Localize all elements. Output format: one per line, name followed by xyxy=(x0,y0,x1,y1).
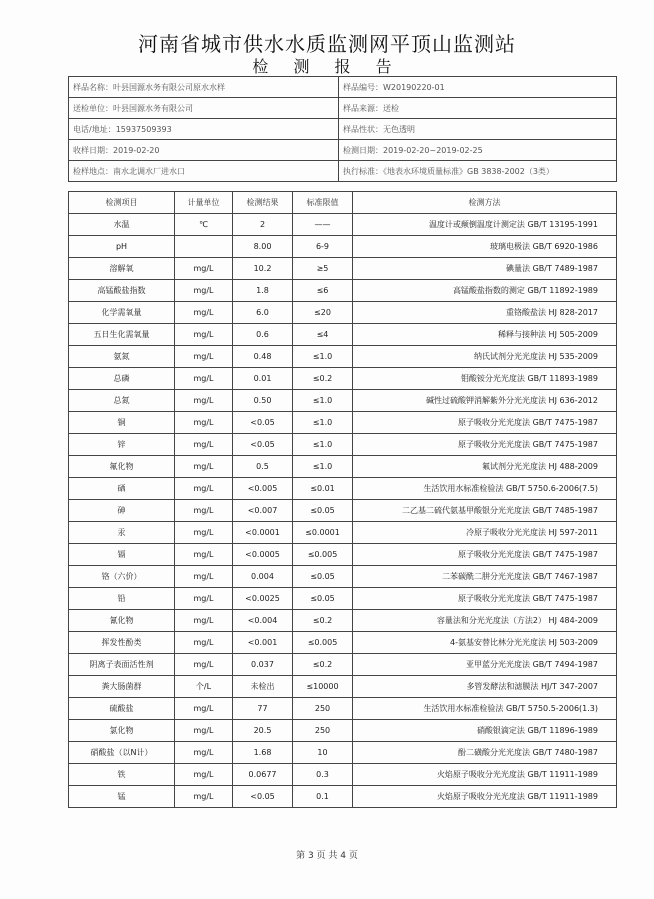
limit-cell: ≥5 xyxy=(293,258,353,280)
table-row xyxy=(69,698,617,720)
unit-cell: mg/L xyxy=(175,478,233,500)
limit-cell: ≤1.0 xyxy=(293,390,353,412)
method-cell: 多管发酵法和滤膜法 HJ/T 347-2007 xyxy=(353,676,617,698)
result-cell: <0.05 xyxy=(233,434,293,456)
limit-cell: ≤0.05 xyxy=(293,500,353,522)
item-cell: 硝酸盐（以N计） xyxy=(69,742,175,764)
result-cell: 77 xyxy=(233,698,293,720)
limit-cell: ≤0.05 xyxy=(293,588,353,610)
table-row xyxy=(69,280,617,302)
unit-cell: 个/L xyxy=(175,676,233,698)
table-row xyxy=(69,456,617,478)
item-cell: 锰 xyxy=(69,786,175,808)
method-cell: 原子吸收分光光度法 GB/T 7475-1987 xyxy=(353,412,617,434)
method-cell: 碘量法 GB/T 7489-1987 xyxy=(353,258,617,280)
result-cell: <0.0005 xyxy=(233,544,293,566)
item-cell: 化学需氧量 xyxy=(69,302,175,324)
limit-cell: ≤20 xyxy=(293,302,353,324)
item-cell: 铜 xyxy=(69,412,175,434)
result-cell: <0.005 xyxy=(233,478,293,500)
report-subtitle: 检 测 报 告 xyxy=(252,57,402,76)
phone-cell: 电话/地址：15937509393 xyxy=(69,119,339,140)
item-cell: 粪大肠菌群 xyxy=(69,676,175,698)
limit-cell: 0.1 xyxy=(293,786,353,808)
unit-cell: mg/L xyxy=(175,588,233,610)
result-cell: 2 xyxy=(233,214,293,236)
limit-cell: ≤0.2 xyxy=(293,368,353,390)
item-cell: 氯化物 xyxy=(69,720,175,742)
unit-cell: mg/L xyxy=(175,522,233,544)
item-cell: 五日生化需氧量 xyxy=(69,324,175,346)
unit-cell: mg/L xyxy=(175,654,233,676)
client-cell: 送检单位：叶县国源水务有限公司 xyxy=(69,98,339,119)
received-date-cell: 收样日期：2019-02-20 xyxy=(69,140,339,161)
unit-cell: mg/L xyxy=(175,434,233,456)
unit-cell: mg/L xyxy=(175,764,233,786)
table-row xyxy=(69,742,617,764)
result-cell: <0.004 xyxy=(233,610,293,632)
result-cell: <0.007 xyxy=(233,500,293,522)
result-cell: 未检出 xyxy=(233,676,293,698)
item-cell: 砷 xyxy=(69,500,175,522)
item-cell: 氨氮 xyxy=(69,346,175,368)
unit-cell: mg/L xyxy=(175,742,233,764)
sample-id-cell: 样品编号：W20190220-01 xyxy=(339,77,617,98)
table-row xyxy=(69,324,617,346)
item-cell: 硒 xyxy=(69,478,175,500)
results-body xyxy=(69,214,617,808)
limit-cell: ≤1.0 xyxy=(293,434,353,456)
method-cell: 玻璃电极法 GB/T 6920-1986 xyxy=(353,236,617,258)
table-row xyxy=(69,368,617,390)
item-cell: 总磷 xyxy=(69,368,175,390)
method-cell: 火焰原子吸收分光光度法 GB/T 11911-1989 xyxy=(353,764,617,786)
sample-name-cell: 样品名称：叶县国源水务有限公司原水水样 xyxy=(69,77,339,98)
table-row xyxy=(69,434,617,456)
col-header-unit: 计量单位 xyxy=(175,192,233,214)
method-cell: 4-氨基安替比林分光光度法 HJ 503-2009 xyxy=(353,632,617,654)
table-row xyxy=(69,302,617,324)
table-row xyxy=(69,544,617,566)
unit-cell: mg/L xyxy=(175,786,233,808)
limit-cell: ≤0.005 xyxy=(293,632,353,654)
unit-cell: mg/L xyxy=(175,610,233,632)
table-row xyxy=(69,412,617,434)
item-cell: 汞 xyxy=(69,522,175,544)
limit-cell: ≤0.005 xyxy=(293,544,353,566)
unit-cell: mg/L xyxy=(175,258,233,280)
item-cell: 总氮 xyxy=(69,390,175,412)
col-header-method: 检测方法 xyxy=(353,192,617,214)
limit-cell: ≤4 xyxy=(293,324,353,346)
item-cell: 铅 xyxy=(69,588,175,610)
result-cell: 0.48 xyxy=(233,346,293,368)
method-cell: 生活饮用水标准检验法 GB/T 5750.6-2006(7.5) xyxy=(353,478,617,500)
unit-cell: mg/L xyxy=(175,390,233,412)
limit-cell: ≤6 xyxy=(293,280,353,302)
unit-cell: ℃ xyxy=(175,214,233,236)
table-row xyxy=(69,258,617,280)
item-cell: 铬（六价） xyxy=(69,566,175,588)
method-cell: 原子吸收分光光度法 GB/T 7475-1987 xyxy=(353,588,617,610)
limit-cell: ≤0.0001 xyxy=(293,522,353,544)
table-row xyxy=(69,720,617,742)
result-cell: 20.5 xyxy=(233,720,293,742)
result-cell: 0.5 xyxy=(233,456,293,478)
method-cell: 二苯碳酰二肼分光光度法 GB/T 7467-1987 xyxy=(353,566,617,588)
unit-cell: mg/L xyxy=(175,720,233,742)
limit-cell: ≤0.2 xyxy=(293,654,353,676)
table-row xyxy=(69,390,617,412)
col-header-limit: 标准限值 xyxy=(293,192,353,214)
limit-cell: ≤10000 xyxy=(293,676,353,698)
limit-cell: ≤1.0 xyxy=(293,346,353,368)
method-cell: 酚二磺酸分光光度法 GB/T 7480-1987 xyxy=(353,742,617,764)
limit-cell: 6-9 xyxy=(293,236,353,258)
character-cell: 样品性状：无色透明 xyxy=(339,119,617,140)
result-cell: 0.004 xyxy=(233,566,293,588)
unit-cell: mg/L xyxy=(175,412,233,434)
method-cell: 二乙基二硫代氨基甲酸银分光光度法 GB/T 7485-1987 xyxy=(353,500,617,522)
table-row xyxy=(69,566,617,588)
limit-cell: ≤1.0 xyxy=(293,456,353,478)
item-cell: 氰化物 xyxy=(69,610,175,632)
result-cell: <0.001 xyxy=(233,632,293,654)
table-row xyxy=(69,478,617,500)
results-table xyxy=(68,191,617,808)
limit-cell: 0.3 xyxy=(293,764,353,786)
result-cell: 1.68 xyxy=(233,742,293,764)
method-cell: 碱性过硫酸钾消解紫外分光光度法 HJ 636-2012 xyxy=(353,390,617,412)
table-row xyxy=(69,522,617,544)
item-cell: 铁 xyxy=(69,764,175,786)
result-cell: 0.01 xyxy=(233,368,293,390)
table-row xyxy=(69,236,617,258)
method-cell: 温度计或颠倒温度计测定法 GB/T 13195-1991 xyxy=(353,214,617,236)
item-cell: 氟化物 xyxy=(69,456,175,478)
item-cell: pH xyxy=(69,236,175,258)
result-cell: 0.6 xyxy=(233,324,293,346)
table-row xyxy=(69,632,617,654)
unit-cell: mg/L xyxy=(175,698,233,720)
unit-cell: mg/L xyxy=(175,500,233,522)
result-cell: <0.0001 xyxy=(233,522,293,544)
table-row xyxy=(69,764,617,786)
table-row xyxy=(69,654,617,676)
item-cell: 溶解氧 xyxy=(69,258,175,280)
unit-cell: mg/L xyxy=(175,456,233,478)
unit-cell: mg/L xyxy=(175,324,233,346)
item-cell: 锌 xyxy=(69,434,175,456)
result-cell: 0.0677 xyxy=(233,764,293,786)
item-cell: 高锰酸盐指数 xyxy=(69,280,175,302)
unit-cell xyxy=(175,236,233,258)
method-cell: 硝酸银滴定法 GB/T 11896-1989 xyxy=(353,720,617,742)
item-cell: 硫酸盐 xyxy=(69,698,175,720)
limit-cell: ≤0.05 xyxy=(293,566,353,588)
result-cell: 6.0 xyxy=(233,302,293,324)
method-cell: 容量法和分光光度法（方法2） HJ 484-2009 xyxy=(353,610,617,632)
unit-cell: mg/L xyxy=(175,544,233,566)
table-row xyxy=(69,676,617,698)
result-cell: 1.8 xyxy=(233,280,293,302)
result-cell: <0.0025 xyxy=(233,588,293,610)
method-cell: 氟试剂分光光度法 HJ 488-2009 xyxy=(353,456,617,478)
method-cell: 纳氏试剂分光光度法 HJ 535-2009 xyxy=(353,346,617,368)
result-cell: <0.05 xyxy=(233,786,293,808)
method-cell: 亚甲蓝分光光度法 GB/T 7494-1987 xyxy=(353,654,617,676)
item-cell: 阴离子表面活性剂 xyxy=(69,654,175,676)
table-row xyxy=(69,610,617,632)
table-row xyxy=(69,786,617,808)
limit-cell: ≤0.01 xyxy=(293,478,353,500)
method-cell: 稀释与接种法 HJ 505-2009 xyxy=(353,324,617,346)
page-number: 第 3 页 共 4 页 xyxy=(296,851,358,861)
result-cell: 10.2 xyxy=(233,258,293,280)
method-cell: 火焰原子吸收分光光度法 GB/T 11911-1989 xyxy=(353,786,617,808)
limit-cell: —— xyxy=(293,214,353,236)
table-row xyxy=(69,214,617,236)
col-header-result: 检测结果 xyxy=(233,192,293,214)
standard-cell: 执行标准：《地表水环境质量标准》GB 3838-2002（3类） xyxy=(339,161,617,182)
unit-cell: mg/L xyxy=(175,346,233,368)
limit-cell: 250 xyxy=(293,720,353,742)
result-cell: <0.05 xyxy=(233,412,293,434)
unit-cell: mg/L xyxy=(175,302,233,324)
method-cell: 原子吸收分光光度法 GB/T 7475-1987 xyxy=(353,434,617,456)
report-title: 河南省城市供水水质监测网平顶山监测站 xyxy=(138,32,516,56)
unit-cell: mg/L xyxy=(175,280,233,302)
limit-cell: 250 xyxy=(293,698,353,720)
limit-cell: ≤0.2 xyxy=(293,610,353,632)
item-cell: 镉 xyxy=(69,544,175,566)
limit-cell: ≤1.0 xyxy=(293,412,353,434)
table-row xyxy=(69,588,617,610)
sample-info-table xyxy=(68,76,617,182)
results-header-row xyxy=(69,192,617,214)
unit-cell: mg/L xyxy=(175,368,233,390)
method-cell: 钼酸铵分光光度法 GB/T 11893-1989 xyxy=(353,368,617,390)
test-date-cell: 检测日期：2019-02-20~2019-02-25 xyxy=(339,140,617,161)
limit-cell: 10 xyxy=(293,742,353,764)
source-cell: 样品来源：送检 xyxy=(339,98,617,119)
unit-cell: mg/L xyxy=(175,632,233,654)
method-cell: 高锰酸盐指数的测定 GB/T 11892-1989 xyxy=(353,280,617,302)
result-cell: 8.00 xyxy=(233,236,293,258)
table-row xyxy=(69,346,617,368)
item-cell: 挥发性酚类 xyxy=(69,632,175,654)
method-cell: 冷原子吸收分光光度法 HJ 597-2011 xyxy=(353,522,617,544)
unit-cell: mg/L xyxy=(175,566,233,588)
result-cell: 0.50 xyxy=(233,390,293,412)
table-row xyxy=(69,500,617,522)
result-cell: 0.037 xyxy=(233,654,293,676)
item-cell: 水温 xyxy=(69,214,175,236)
method-cell: 重铬酸盐法 HJ 828-2017 xyxy=(353,302,617,324)
col-header-item: 检测项目 xyxy=(69,192,175,214)
method-cell: 生活饮用水标准检验法 GB/T 5750.5-2006(1.3) xyxy=(353,698,617,720)
method-cell: 原子吸收分光光度法 GB/T 7475-1987 xyxy=(353,544,617,566)
location-cell: 检样地点：南水北调水厂进水口 xyxy=(69,161,339,182)
